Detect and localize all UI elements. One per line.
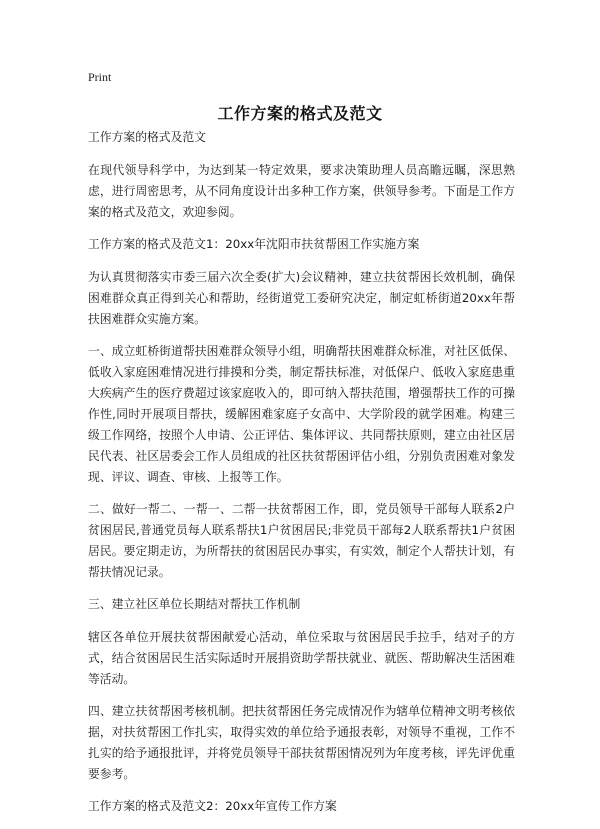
- example-2-heading: 工作方案的格式及范文2：20xx年宣传工作方案: [88, 799, 337, 813]
- example-1-intro: 为认真贯彻落实市委三届六次全委(扩大)会议精神，建立扶贫帮困长效机制，确保困难群众真正得到关心和帮助，经街道党工委研究决定，制定虹桥街道20xx年帮扶困难群众实施方案。: [88, 270, 515, 326]
- point-4-paragraph: 四、建立扶贫帮困考核机制。把扶贫帮困任务完成情况作为辖单位精神文明考核依据，对扶贫帮困工作扎实，取得实效的单位给予通报表彰，对领导不重视，工作不扎实的给予通报批评，并将党员领导干部扶贫帮困情况列为年度考核，评先评优重要参考。: [88, 704, 515, 781]
- intro-paragraph: 在现代领导科学中，为达到某一特定效果，要求决策助理人员高瞻远瞩，深思熟虑，进行周密思考，从不同角度设计出多种工作方案，供领导参考。下面是工作方案的格式及范文，欢迎参阅。: [88, 163, 515, 219]
- point-3-heading: 三、建立社区单位长期结对帮扶工作机制: [88, 597, 301, 611]
- point-2-paragraph: 二、做好一帮二、一帮一、二帮一扶贫帮困工作，即，党员领导干部每人联系2户贫困居民,普通党员每人联系帮扶1户贫困居民;非党员干部每2人联系帮扶1户贫困居民。要定期走访，为所帮扶的贫困居民办事实，有实效，制定个人帮扶计划，有帮扶情况记录。: [88, 502, 515, 579]
- document-body: [88, 127, 515, 829]
- point-1-paragraph: 一、成立虹桥街道帮扶困难群众领导小组，明确帮扶困难群众标准，对社区低保、低收入家庭困难情况进行排摸和分类，制定帮扶标准，对低保户、低收入家庭患重大疾病产生的医疗费超过该家庭收入的，即可纳入帮扶范围，增强帮扶工作的可操作性,同时开展项目帮扶，缓解困难家庭子女高中、大学阶段的就学困难。构建三级工作网络，按照个人申请、公正评估、集体评议、共同帮扶原则，建立由社区居民代表、社区居委会工作人员组成的社区扶贫帮困评估小组，分别负责困难对象发现、评议、调查、审核、上报等工作。: [88, 344, 515, 484]
- section-heading-main: 工作方案的格式及范文: [88, 130, 206, 144]
- document-title: 工作方案的格式及范文: [217, 104, 383, 123]
- print-label: Print: [88, 70, 112, 84]
- point-3-paragraph: 辖区各单位开展扶贫帮困献爱心活动，单位采取与贫困居民手拉手，结对子的方式，结合贫困居民生活实际适时开展捐资助学帮扶就业、就医、帮助解决生活困难等活动。: [88, 630, 515, 686]
- example-1-heading: 工作方案的格式及范文1：20xx年沈阳市扶贫帮困工作实施方案: [88, 237, 420, 251]
